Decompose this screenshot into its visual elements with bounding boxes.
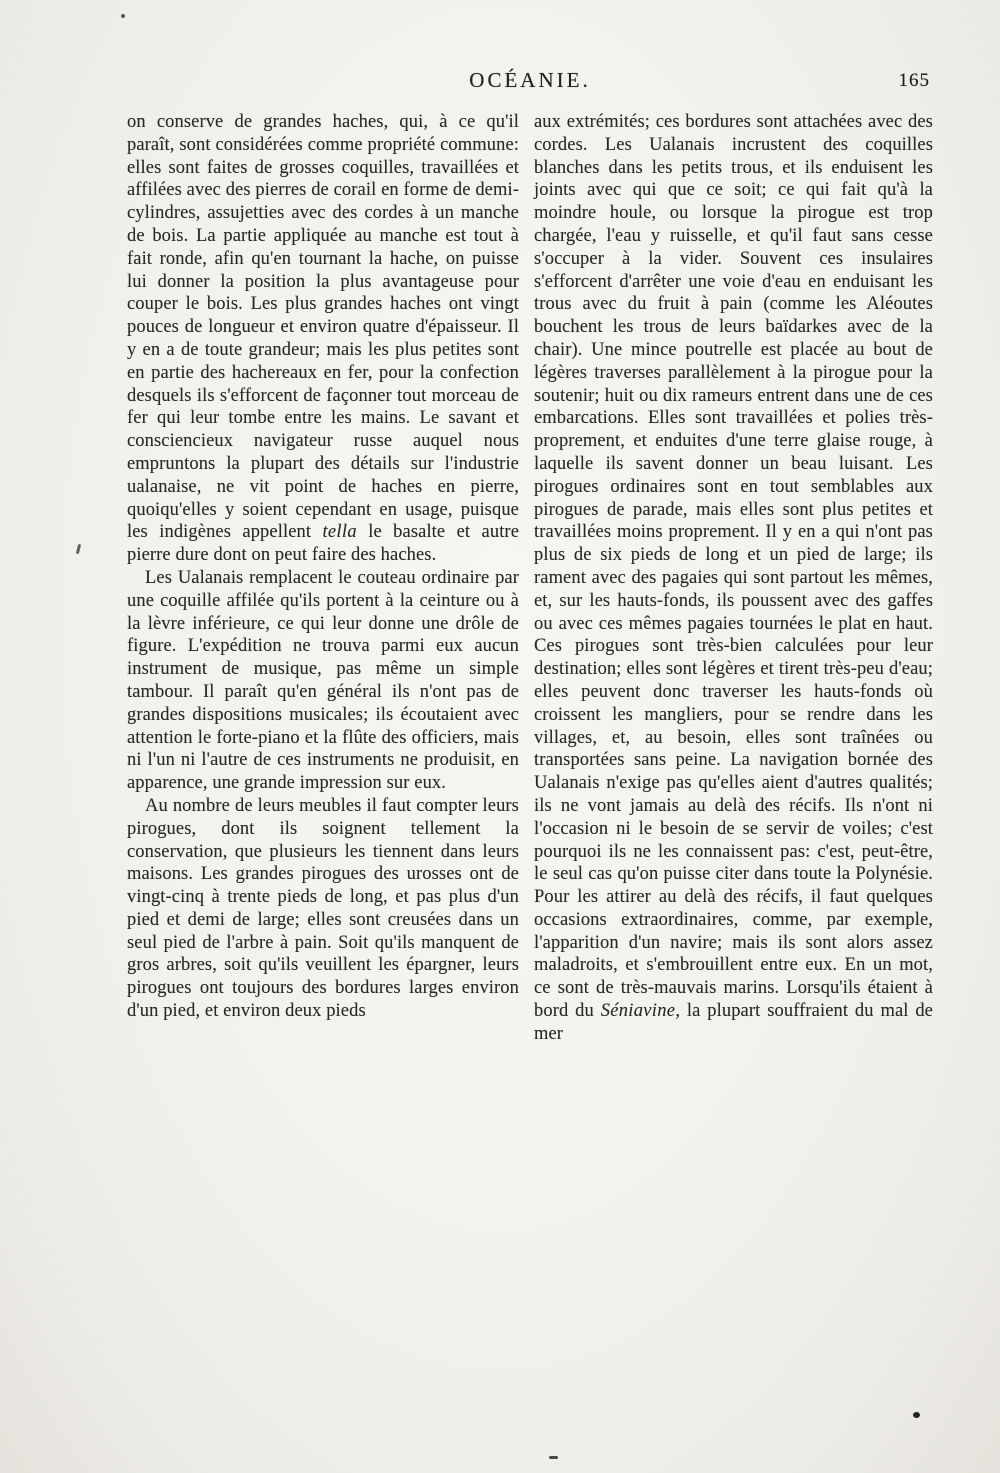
body-text: on conserve de grandes haches, qui, à ce qu'il paraît, sont considérées comme propriété commune: elles sont faites de grosses coquilles, travaillées et affilées avec des pierres de corail en forme de demi-cylindres, assujetties avec des cordes à un manche de bois. La partie appliquée au manche est tout à fait ronde, afin qu'en tournant la hache, on puisse lui donner la position la plus avantageuse pour couper le bois. Les plus grandes haches ont vingt pouces de longueur et environ quatre d'épaisseur. Il y en a de toute grandeur; mais les plus petites sont en partie des hachereaux en fer, pour la confection desquels ils s'efforcent de façonner tout morceau de fer qui leur tombe entre les mains. Le savant et consciencieux navigateur russe auquel nous empruntons la plupart des détails sur l'industrie ualanaise, ne vit point de haches en pierre, quoiqu'elles y soient cependant en usage, puisque les indigènes appellent — [127, 112, 519, 543]
scan-artifact-tick — [549, 1456, 558, 1459]
text-columns — [127, 111, 933, 1046]
paragraph — [534, 111, 933, 1046]
text-column-left — [127, 111, 519, 1046]
paragraph — [127, 567, 519, 795]
running-title: OCÉANIE. — [469, 68, 591, 92]
scan-artifact-ink-dot — [913, 1412, 920, 1418]
body-text: aux extrémités; ces bordures sont attachées avec des cordes. Les Ualanais incrustent des coquilles blanches dans les petits trous, et ils enduisent les joints avec qui que ce soit; ce qui fait qu'à la moindre houle, ou lorsque la pirogue est trop chargée, l'eau y ruisselle, et qu'il faut sans cesse s'occuper à la vider. Souvent ces insulaires s'efforcent d'arrêter une voie d'eau en enduisant les trous avec du fruit à pain (comme les Aléoutes bouchent les trous de leurs baïdarkes avec de la chair). Une mince poutrelle est placée au bout de légères traverses parallèlement à la pirogue pour la soutenir; huit ou dix rameurs entrent dans une de ces embarcations. Elles sont travaillées et polies très-proprement, et enduites d'une terre glaise rouge, à laquelle ils savent donner un beau luisant. Les pirogues ordinaires sont en tout semblables aux pirogues de parade, mais elles sont plus petites et travaillées moins proprement. Il y en a qui n'ont pas plus de six pieds de long et un pied de large; ils rament avec des pagaies qui sont partout les mêmes, et, sur les hauts-fonds, ils poussent avec des gaffes ou avec ces mêmes pagaies tournées le plat en haut. Ces pirogues sont très-bien calculées pour leur destination; elles sont légères et tirent très-peu d'eau; elles peuvent donc traverser les hauts-fonds où croissent les mangliers, pour se rendre dans les villages, et, au besoin, elles sont traînées ou transportées sans peine. La navigation bornée des Ualanais n'exige pas qu'elles aient d'autres qualités; ils ne vont jamais au delà des récifs. Ils n'ont ni l'occasion ni le besoin de se servir de voiles; c'est pourquoi ils ne les connaissent pas: c'est, peut-être, le seul cas qu'on puisse citer dans toute la Polynésie. Pour les attirer au delà des récifs, il faut quelques occasions extraordinaires, comme, par exemple, l'apparition d'un navire; mais ils sont alors assez maladroits, et s'embrouillent entre eux. En un mot, ce sont de très-mauvais marins. Lorsqu'ils étaient à bord du — [534, 112, 933, 1022]
scan-artifact-dot — [121, 14, 125, 18]
scan-artifact-tick — [76, 544, 81, 554]
paragraph — [127, 795, 519, 1023]
italic-text: Séniavine — [600, 1001, 676, 1022]
text-column-right — [534, 111, 933, 1046]
page-number: 165 — [898, 70, 930, 91]
body-text: le basalte et autre pierre dure dont on peut faire des haches. — [127, 522, 520, 566]
body-text: Au nombre de leurs meubles il faut compter leurs pirogues, dont ils soignent tellement la conservation, que plusieurs les tiennent dans leurs maisons. Les grandes pirogues des urosses ont de vingt-cinq à trente pieds de long, et pas plus d'un pied et demi de large; elles sont creusées dans un seul pied de l'arbre à pain. Soit qu'ils manquent de gros arbres, soit qu'ils veuillent les épargner, leurs pirogues ont toujours des bordures larges environ d'un pied, et environ deux pieds — [127, 795, 519, 1022]
body-text: Les Ualanais remplacent le couteau ordinaire par une coquille affilée qu'ils portent à la ceinture ou à la lèvre inférieure, ce qui leur donne une drôle de figure. L'expédition ne trouva parmi eux aucun instrument de musique, pas même un simple tambour. Il paraît qu'en général ils n'ont pas de grandes dispositions musicales; ils écoutaient avec attention le forte-piano et la flûte des officiers, mais ni l'un ni l'autre de ces instruments ne produisit, en apparence, une grande impression sur eux. — [127, 567, 519, 794]
body-text: , la plupart souffraient du mal de mer — [534, 1001, 933, 1044]
paragraph — [127, 111, 519, 567]
italic-text: tella — [322, 522, 357, 543]
page-header — [127, 68, 933, 98]
